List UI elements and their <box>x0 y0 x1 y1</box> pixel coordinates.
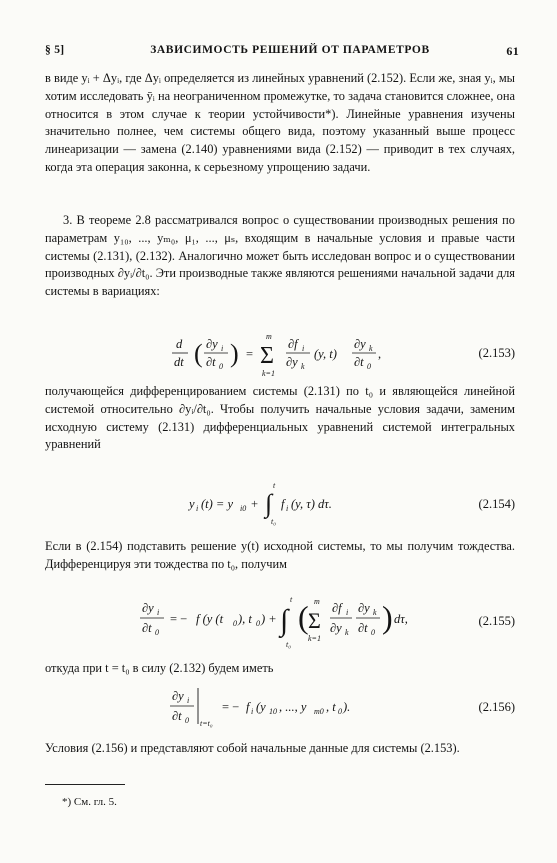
svg-text:d: d <box>176 337 183 351</box>
svg-text:k: k <box>301 362 305 371</box>
svg-text:= −: = − <box>222 700 240 714</box>
svg-text:): ) <box>382 599 393 635</box>
footnote-rule <box>45 784 125 785</box>
equation-number-2-156: (2.156) <box>478 700 515 714</box>
svg-text:∂y: ∂y <box>354 337 366 351</box>
svg-text:∂f: ∂f <box>332 601 342 615</box>
svg-text:i: i <box>251 707 254 716</box>
svg-text:m: m <box>266 332 272 341</box>
svg-text:i0: i0 <box>240 504 247 513</box>
svg-text:Σ: Σ <box>308 608 321 633</box>
svg-text:dτ,: dτ, <box>394 612 408 626</box>
paragraph-5: откуда при t = t₀ в силу (2.132) будем иметь <box>45 661 274 675</box>
svg-text:, t: , t <box>326 700 336 714</box>
svg-text:0: 0 <box>338 707 342 716</box>
equation-number-2-154: (2.154) <box>478 497 515 511</box>
svg-text:(y, t): (y, t) <box>314 347 337 361</box>
svg-text:f: f <box>246 700 250 714</box>
svg-text:k: k <box>369 344 373 353</box>
svg-text:0: 0 <box>185 716 189 725</box>
svg-text:i: i <box>157 608 160 617</box>
svg-text:, ..., y: , ..., y <box>279 700 307 714</box>
svg-text:(y, τ) dτ.: (y, τ) dτ. <box>291 497 332 511</box>
svg-text:t=t₀: t=t₀ <box>200 719 213 728</box>
svg-text:k=1: k=1 <box>308 634 321 643</box>
svg-text:m0: m0 <box>314 707 324 716</box>
page-number: 61 <box>506 44 519 58</box>
svg-text:i: i <box>302 344 305 353</box>
svg-text:10: 10 <box>269 707 277 716</box>
paragraph-2: 3. В теореме 2.8 рассматривался вопрос о существовании производных решения по параметрам y₁₀, ..., yₘ₀, μ₁, ..., μₛ, входящим в начальные условия и правые части системы (2.131), (2.132). Аналогично может быть исследован вопрос и о существовании производных ∂yᵢ/∂t₀. Эти производные также являются решениями начальной задачи для системы в вариациях: <box>45 213 515 299</box>
svg-text:∂t: ∂t <box>142 621 152 635</box>
svg-text:t₀: t₀ <box>271 517 277 526</box>
svg-text:,: , <box>378 347 382 361</box>
svg-text:(: ( <box>194 339 203 368</box>
svg-text:y: y <box>189 497 195 511</box>
svg-text:∂y: ∂y <box>172 689 184 703</box>
svg-text:f (y (t: f (y (t <box>196 612 224 626</box>
svg-text:∂t: ∂t <box>358 621 368 635</box>
svg-text:=: = <box>246 347 254 361</box>
svg-text:t: t <box>273 481 276 490</box>
equation-2-154 <box>185 478 385 528</box>
svg-text:i: i <box>221 344 224 353</box>
svg-text:∂t: ∂t <box>206 355 216 369</box>
svg-text:∫: ∫ <box>280 604 289 637</box>
svg-text:i: i <box>346 608 349 617</box>
paragraph-3: получающейся дифференцированием системы (2.131) по t₀ и являющейся линейной системой относительно ∂yᵢ/∂t₀. Чтобы получить начальные условия задачи, заменим исходную систему (2.131) дифференциальных уравнений системой интегральных уравнений <box>45 384 515 452</box>
svg-text:= −: = − <box>170 612 188 626</box>
svg-text:).: ). <box>343 700 351 714</box>
svg-text:0: 0 <box>256 619 260 628</box>
svg-text:0: 0 <box>219 362 223 371</box>
svg-text:), t: ), t <box>238 612 252 626</box>
svg-text:∂y: ∂y <box>330 621 342 635</box>
svg-text:0: 0 <box>367 362 371 371</box>
paragraph-1: в виде yᵢ + Δyᵢ, где Δyᵢ определяется из линейных уравнений (2.152). Если же, зная yᵢ, мы хотим исследовать ȳᵢ на неограниченном промежутке, то задача становится сложнее, она относится в этом случае к теории устойчивости*). Линейные уравнения изучены значительно полнее, чем системы общего вида, поэтому указанный выше процесс линеаризации — замена (2.140) уравнениями вида (2.152) — приводит в тех случаях, когда эта операция законна, к серьезному упрощению задачи. <box>45 71 515 174</box>
svg-text:dt: dt <box>174 355 184 369</box>
equation-number-2-153: (2.153) <box>478 346 515 360</box>
svg-text:∂y: ∂y <box>286 355 298 369</box>
svg-text:k: k <box>373 608 377 617</box>
svg-text:∂y: ∂y <box>142 601 154 615</box>
svg-text:) +: ) + <box>261 612 277 626</box>
svg-text:+: + <box>251 497 259 511</box>
svg-text:i: i <box>196 504 199 513</box>
equation-number-2-155: (2.155) <box>478 614 515 628</box>
svg-text:(: ( <box>298 599 309 635</box>
section-marker: § 5] <box>45 44 65 56</box>
paragraph-6: Условия (2.156) и представляют собой начальные данные для системы (2.153). <box>45 741 460 755</box>
svg-text:(t) = y: (t) = y <box>201 497 234 511</box>
svg-text:∂t: ∂t <box>354 355 364 369</box>
svg-text:∂y: ∂y <box>206 337 218 351</box>
paragraph-4: Если в (2.154) подставить решение y(t) исходной системы, то мы получим тождества. Дифференцируя эти тождества по t₀, получим <box>45 539 515 571</box>
svg-text:m: m <box>314 597 320 606</box>
svg-text:0: 0 <box>155 628 159 637</box>
svg-text:∂f: ∂f <box>288 337 298 351</box>
svg-text:i: i <box>187 696 190 705</box>
svg-text:∂y: ∂y <box>358 601 370 615</box>
svg-text:f: f <box>281 497 285 511</box>
running-title: ЗАВИСИМОСТЬ РЕШЕНИЙ ОТ ПАРАМЕТРОВ <box>150 44 430 56</box>
svg-text:∫: ∫ <box>265 489 273 518</box>
equation-2-153 <box>170 330 430 380</box>
svg-text:0: 0 <box>233 619 237 628</box>
svg-text:Σ: Σ <box>260 343 274 369</box>
equation-2-156 <box>166 684 406 732</box>
svg-text:k=1: k=1 <box>262 369 275 378</box>
equation-2-155 <box>138 592 438 652</box>
svg-text:i: i <box>286 504 289 513</box>
svg-text:(y: (y <box>256 700 266 714</box>
svg-text:k: k <box>345 628 349 637</box>
svg-text:t: t <box>290 595 293 604</box>
svg-text:t₀: t₀ <box>286 640 292 649</box>
svg-text:∂t: ∂t <box>172 709 182 723</box>
footnote: *) См. гл. 5. <box>62 796 117 808</box>
svg-text:0: 0 <box>371 628 375 637</box>
svg-text:): ) <box>230 339 239 368</box>
